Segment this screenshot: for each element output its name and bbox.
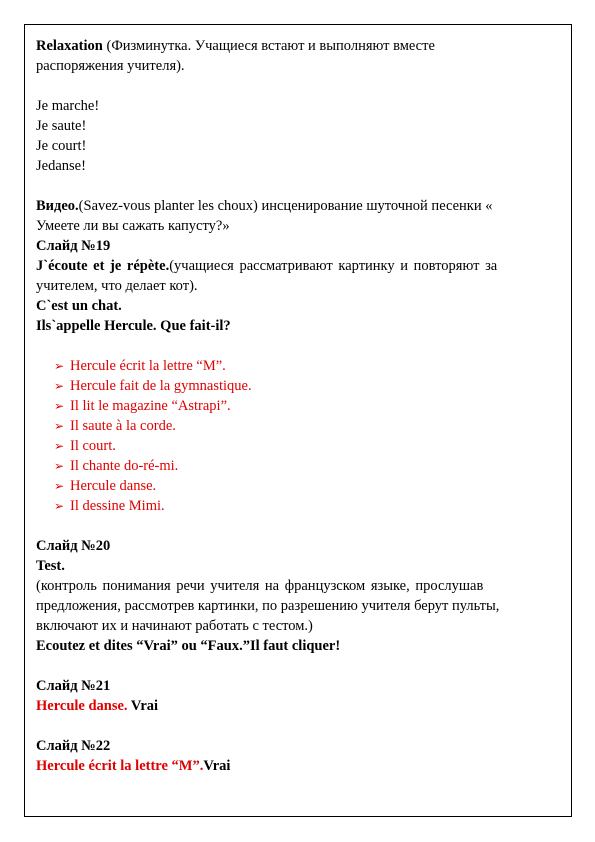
list-item [54,396,556,416]
arrow-bullet-icon: ➢ [54,499,65,513]
slide19-line2: учителем, что делает кот). [36,278,198,294]
slide21-title: Слайд №21 [36,678,111,694]
list-item-text: Il chante do-ré-mi. [70,458,179,474]
slide19-title: Слайд №19 [36,238,111,254]
list-item-text: Il dessine Mimi. [70,498,165,514]
relaxation-line1 [36,36,556,56]
slide21-answer: Vrai [127,698,159,714]
slide22-title: Слайд №22 [36,738,111,754]
slide20-desc-line1: (контроль понимания речи учителя на французском языке, прослушав [36,578,484,594]
slide22-answer: Vrai [203,758,231,774]
arrow-bullet-icon: ➢ [54,459,65,473]
slide22-statement: Hercule écrit la lettre “M”. [36,758,204,774]
slide19-lead-rest: (учащиеся рассматривают картинку и повторяют за [169,258,498,274]
list-item-text: Il lit le magazine “Astrapi”. [70,398,231,414]
chant-line: Jedanse! [36,158,86,174]
arrow-bullet-icon: ➢ [54,419,65,433]
slide20-title: Слайд №20 [36,538,111,554]
slide20-desc-line2: предложения, рассмотрев картинки, по разрешению учителя берут пульты, [36,598,500,614]
document-body [36,36,556,776]
slide20-desc-line3: включают их и начинают работать с тестом.) [36,618,313,634]
slide19-lead-bold: J`écoute et je répète. [36,258,170,274]
chant-line: Je marche! [36,98,100,114]
list-item [54,436,556,456]
list-item-text: Hercule danse. [70,478,157,494]
slide19-lead [36,256,556,276]
slide21-answer-line [36,696,556,716]
list-item [54,456,556,476]
arrow-bullet-icon: ➢ [54,439,65,453]
slide20-instruction: Ecoutez et dites “Vrai” ou “Faux.”Il faut cliquer! [36,638,341,654]
slide19-bold1: C`est un chat. [36,298,122,314]
arrow-bullet-icon: ➢ [54,399,65,413]
relaxation-note: (Физминутка. Учащиеся встают и выполняют вместе [102,38,435,54]
slide21-statement: Hercule danse. [36,698,128,714]
slide22-answer-line [36,756,556,776]
list-item [54,376,556,396]
relaxation-title: Relaxation [36,38,103,54]
list-item [54,356,556,376]
list-item-text: Il saute à la corde. [70,418,176,434]
list-item [54,476,556,496]
arrow-bullet-icon: ➢ [54,479,65,493]
video-text: (Savez-vous planter les choux) инсценирование шуточной песенки « [78,198,493,214]
list-item [54,416,556,436]
list-item-text: Il court. [70,438,116,454]
slide19-bullet-list [36,356,556,516]
arrow-bullet-icon: ➢ [54,359,65,373]
slide19-bold2: Ils`appelle Hercule. Que fait-il? [36,318,231,334]
slide20-subtitle: Test. [36,558,65,574]
chant-line: Je court! [36,138,87,154]
arrow-bullet-icon: ➢ [54,379,65,393]
relaxation-line2: распоряжения учителя). [36,58,185,74]
list-item [54,496,556,516]
video-label: Видео. [36,198,79,214]
video-line1 [36,196,556,216]
chant-line: Je saute! [36,118,87,134]
list-item-text: Hercule écrit la lettre “M”. [70,358,226,374]
video-line2: Умеете ли вы сажать капусту?» [36,218,230,234]
list-item-text: Hercule fait de la gymnastique. [70,378,252,394]
